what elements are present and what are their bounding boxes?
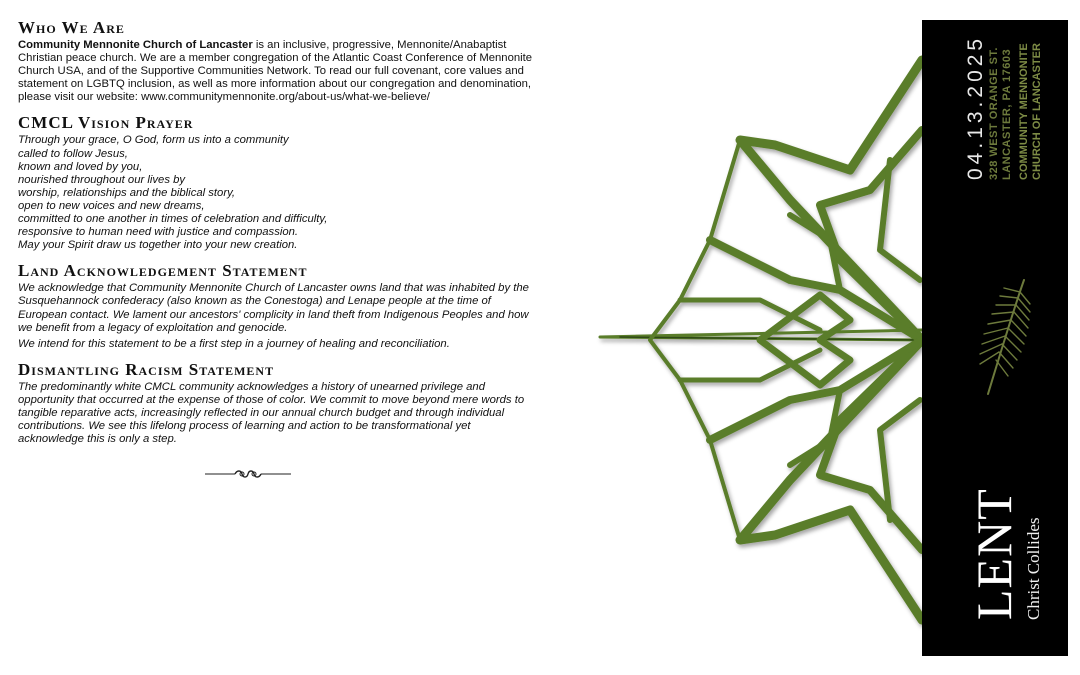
prayer-line: open to new voices and new dreams,	[18, 199, 205, 212]
prayer-line: Through your grace, O God, form us into a community	[18, 134, 289, 147]
bulletin-back-page	[18, 18, 538, 449]
lent-title: LENT	[966, 488, 1022, 620]
vision-prayer-heading: CMCL Vision Prayer	[18, 113, 194, 133]
prayer-line: committed to one another in times of celebration and difficulty,	[18, 213, 328, 226]
address-line: LANCASTER, PA 17603	[1001, 48, 1013, 180]
land-acknowledgement-intent: We intend for this statement to be a first step in a journey of healing and reconciliation.	[18, 337, 450, 350]
prayer-line: responsive to human need with justice and compassion.	[18, 226, 299, 239]
dismantling-racism-text: The predominantly white CMCL community acknowledges a history of unearned privilege and opportunity that occurred at the expense of those of color. We commit to move beyond mere words to tangible reparative acts, increasingly reflected in our annual church budget and through individual contributions. We see this lifelong process of learning and action to be transformational yet acknowledge this is only a step.	[18, 380, 525, 446]
church-name-line: COMMUNITY MENNONITE	[1018, 43, 1030, 180]
service-date: 04.13.2025	[964, 34, 987, 180]
who-we-are-heading: Who We Are	[18, 18, 125, 37]
church-name: Community Mennonite Church of Lancaster	[18, 39, 253, 51]
prayer-line: worship, relationships and the biblical story,	[18, 186, 236, 199]
land-acknowledgement-text: We acknowledge that Community Mennonite Church of Lancaster owns land that was inhabited by the Susquehannock confederacy (also known as the Conestoga) and Lenape people at the time of European contact. We lament our ancestors' complicity in land theft from Indigenous Peoples and how we benefit from a legacy of exploitation and genocide.	[18, 282, 529, 334]
prayer-line: May your Spirit draw us together into your new creation.	[18, 239, 298, 252]
who-we-are-body: is an inclusive, progressive, Mennonite/Anabaptist Christian peace church. We are a member congregation of the Atlantic Coast Conference of Mennonite Church USA, and of the Supportive Communities Network. To read our full covenant, core values and statement on LGBTQ inclusion, as well as more information about our congregation and denomination, please visit our website: www.communitymennonite.org/about-us/what-we-believe/	[18, 39, 533, 104]
who-we-are-text	[18, 39, 538, 104]
prayer-line: known and loved by you,	[18, 160, 143, 173]
series-subtitle: Christ Collides	[1024, 517, 1043, 620]
address-line: 328 WEST ORANGE ST.	[988, 47, 1000, 180]
cover-panel	[922, 20, 1068, 656]
land-acknowledgement-heading: Land Acknowledgement Statement	[18, 261, 308, 281]
prayer-line: called to follow Jesus,	[18, 147, 128, 160]
flourish-divider-icon	[203, 466, 293, 482]
church-name-line: CHURCH OF LANCASTER	[1031, 43, 1043, 180]
vision-prayer	[18, 134, 538, 252]
prayer-line: nourished throughout our lives by	[18, 173, 186, 186]
church-address	[988, 47, 1014, 180]
dismantling-racism-heading: Dismantling Racism Statement	[18, 359, 275, 379]
palm-branch-icon	[974, 278, 1034, 398]
green-star-artwork	[590, 40, 930, 640]
church-name-vertical	[1018, 43, 1044, 180]
